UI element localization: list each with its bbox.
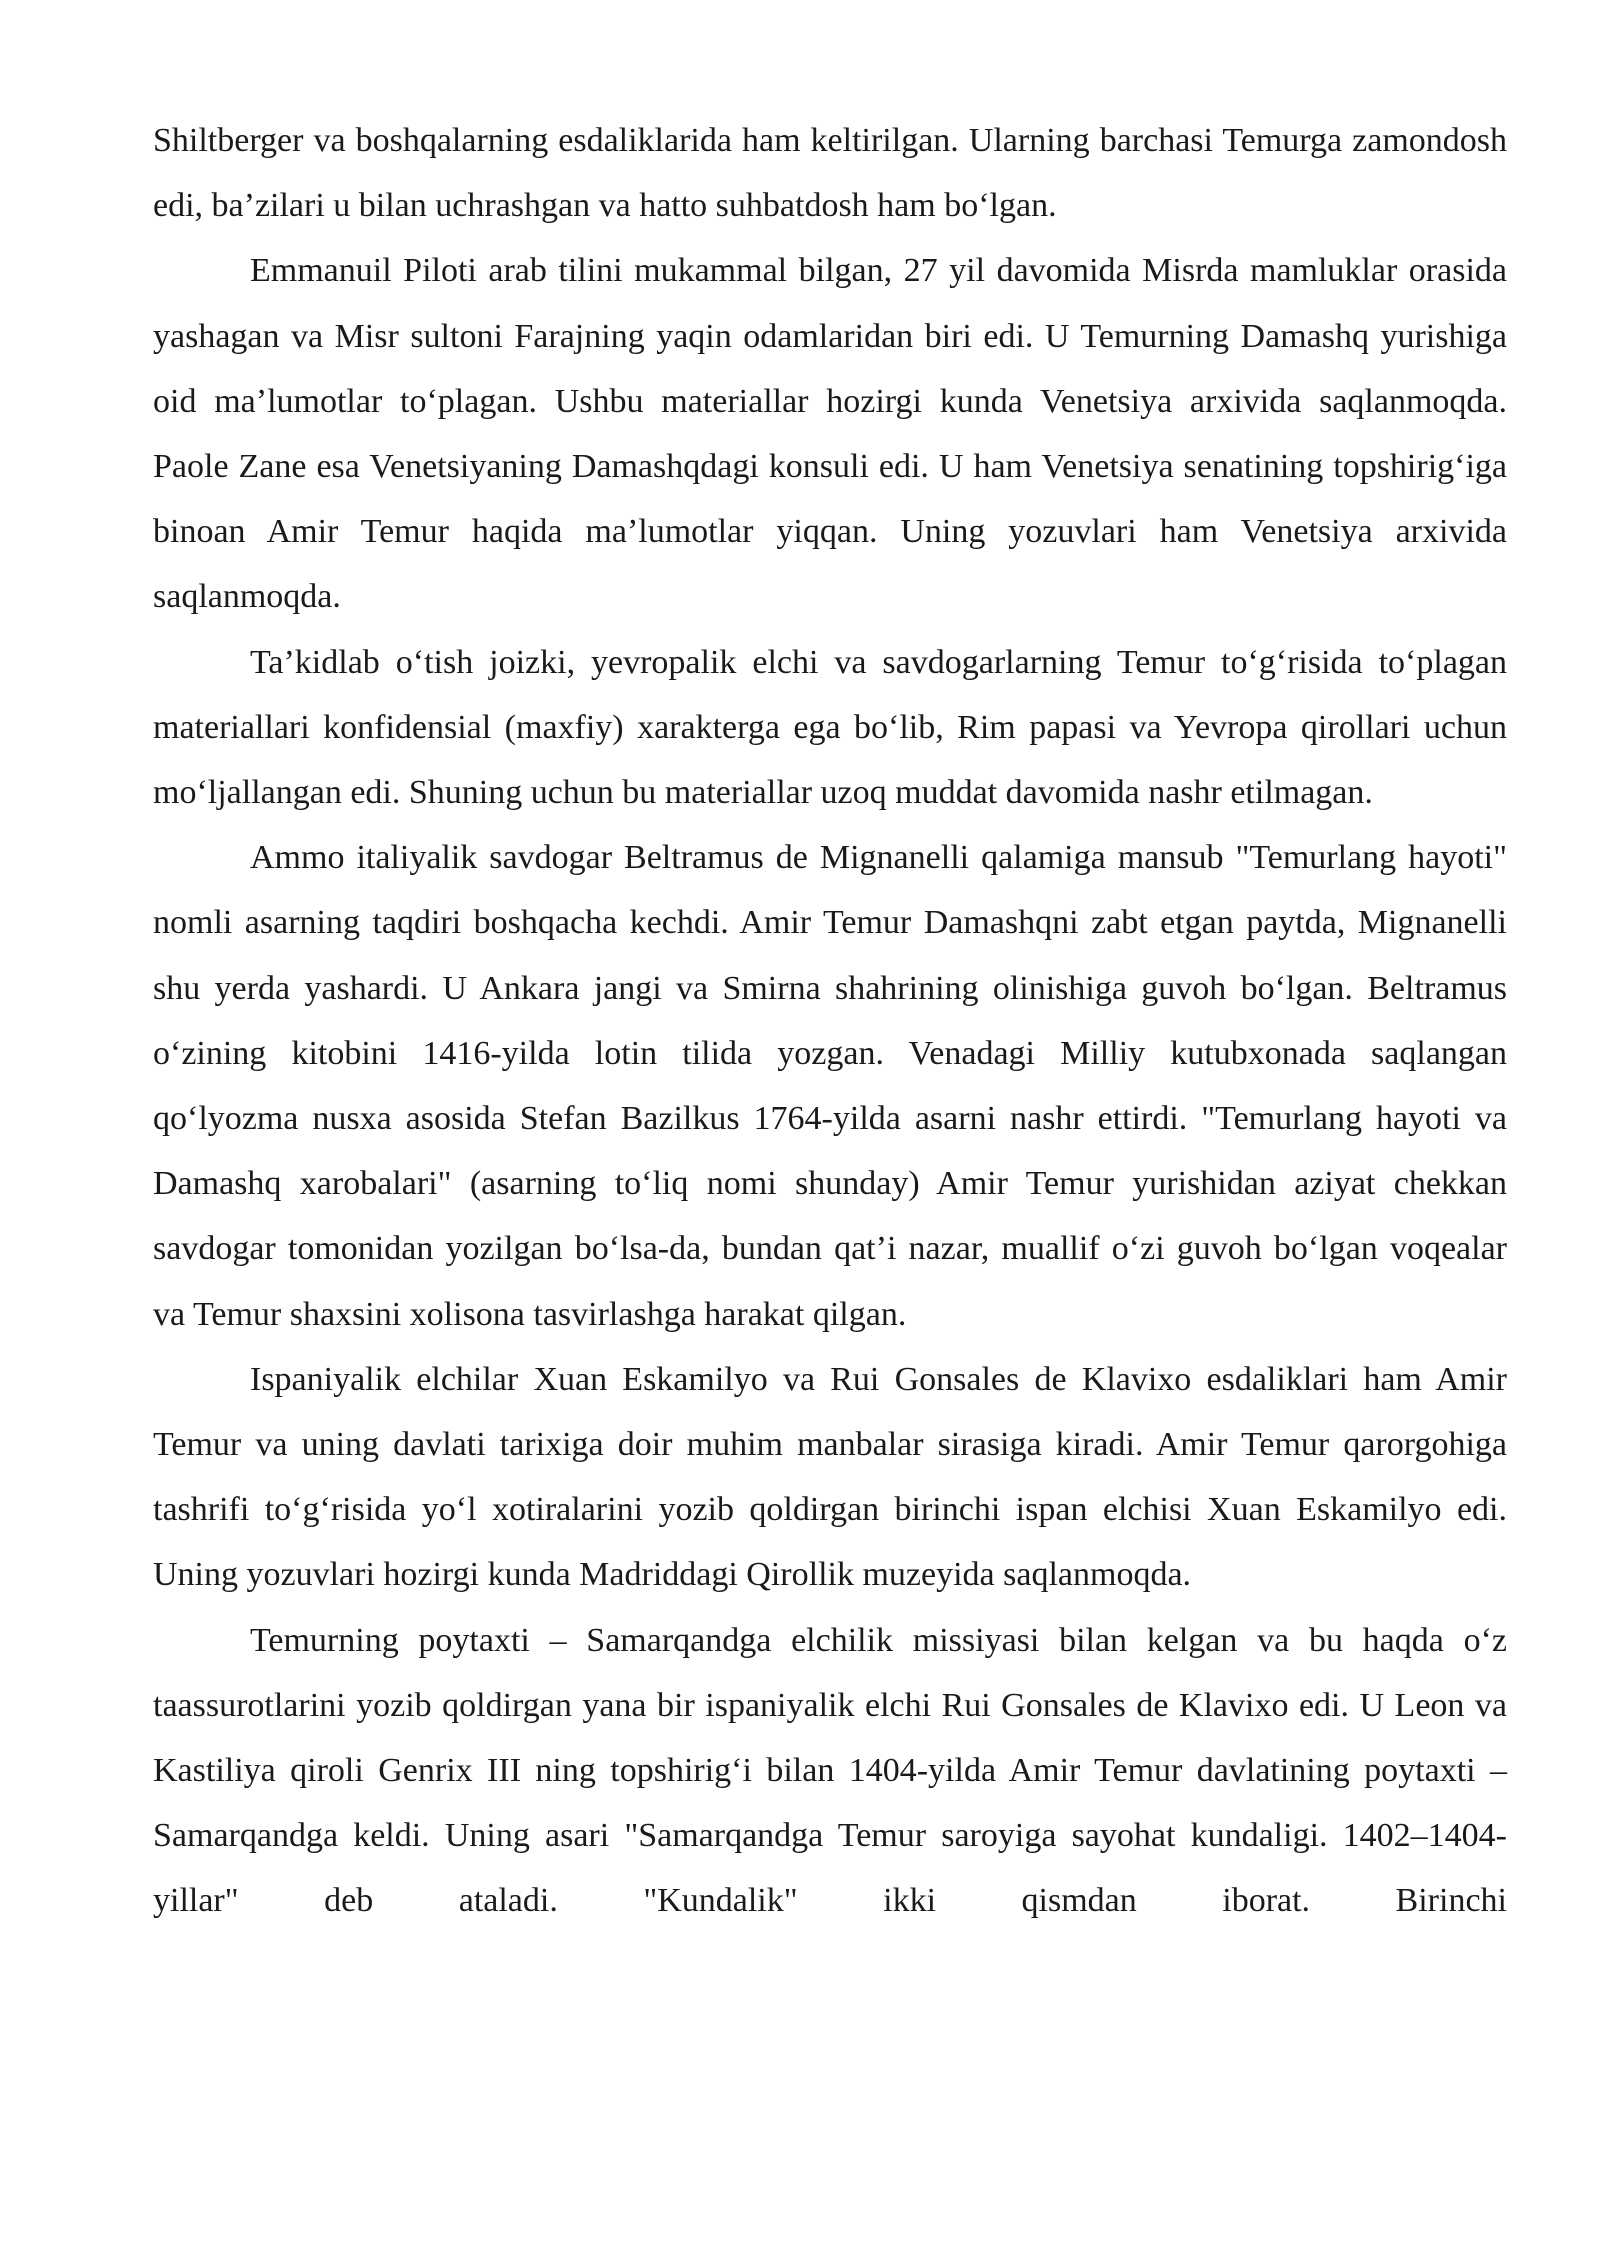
- paragraph-klavixo: Temurning poytaxti – Samarqandga elchilik missiyasi bilan kelgan va bu haqda o‘z taassurotlarini yozib qoldirgan yana bir ispaniyalik elchi Rui Gonsales de Klavixo edi. U Leon va Kastiliya qiroli Genrix III ning topshirig‘i bilan 1404-yilda Amir Temur davlatining poytaxti – Samarqandga keldi. Uning asari "Samarqandga Temur saroyiga sayohat kundaligi. 1402–1404-yillar" deb ataladi. "Kundalik" ikki qismdan iborat. Birinchi: [153, 1621, 1507, 1920]
- document-page: [153, 108, 1507, 1934]
- paragraph-continued: Shiltberger va boshqalarning esdaliklarida ham keltirilgan. Ularning barchasi Temurga zamondosh edi, ba’zilari u bilan uchrashgan va hatto suhbatdosh ham bo‘lgan.: [153, 122, 1507, 225]
- paragraph-eskamilyo: Ispaniyalik elchilar Xuan Eskamilyo va Rui Gonsales de Klavixo esdaliklari ham Amir Temur va uning davlati tarixiga doir muhim manbalar sirasiga kiradi. Amir Temur qarorgohiga tashrifi to‘g‘risida yo‘l xotiralarini yozib qoldirgan birinchi ispan elchisi Xuan Eskamilyo edi. Uning yozuvlari hozirgi kunda Madriddagi Qirollik muzeyida saqlanmoqda.: [153, 1360, 1507, 1594]
- paragraph-mignanelli: Ammo italiyalik savdogar Beltramus de Mignanelli qalamiga mansub "Temurlang hayoti" nomli asarning taqdiri boshqacha kechdi. Amir Temur Damashqni zabt etgan paytda, Mignanelli shu yerda yashardi. U Ankara jangi va Smirna shahrining olinishiga guvoh bo‘lgan. Beltramus o‘zining kitobini 1416-yilda lotin tilida yozgan. Venadagi Milliy kutubxonada saqlangan qo‘lyozma nusxa asosida Stefan Bazilkus 1764-yilda asarni nashr ettirdi. "Temurlang hayoti va Damashq xarobalari" (asarning to‘liq nomi shunday) Amir Temur yurishidan aziyat chekkan savdogar tomonidan yozilgan bo‘lsa-da, bundan qat’i nazar, muallif o‘zi guvoh bo‘lgan voqealar va Temur shaxsini xolisona tasvirlashga harakat qilgan.: [153, 839, 1507, 1333]
- paragraph-confidential: Ta’kidlab o‘tish joizki, yevropalik elchi va savdogarlarning Temur to‘g‘risida to‘plagan materiallari konfidensial (maxfiy) xarakterga ega bo‘lib, Rim papasi va Yevropa qirollari uchun mo‘ljallangan edi. Shuning uchun bu materiallar uzoq muddat davomida nashr etilmagan.: [153, 643, 1507, 812]
- paragraph-piloti: Emmanuil Piloti arab tilini mukammal bilgan, 27 yil davomida Misrda mamluklar orasida yashagan va Misr sultoni Farajning yaqin odamlaridan biri edi. U Temurning Damashq yurishiga oid ma’lumotlar to‘plagan. Ushbu materiallar hozirgi kunda Venetsiya arxivida saqlanmoqda. Paole Zane esa Venetsiyaning Damashqdagi konsuli edi. U ham Venetsiya senatining topshirig‘iga binoan Amir Temur haqida ma’lumotlar yiqqan. Uning yozuvlari ham Venetsiya arxivida saqlanmoqda.: [153, 252, 1507, 616]
